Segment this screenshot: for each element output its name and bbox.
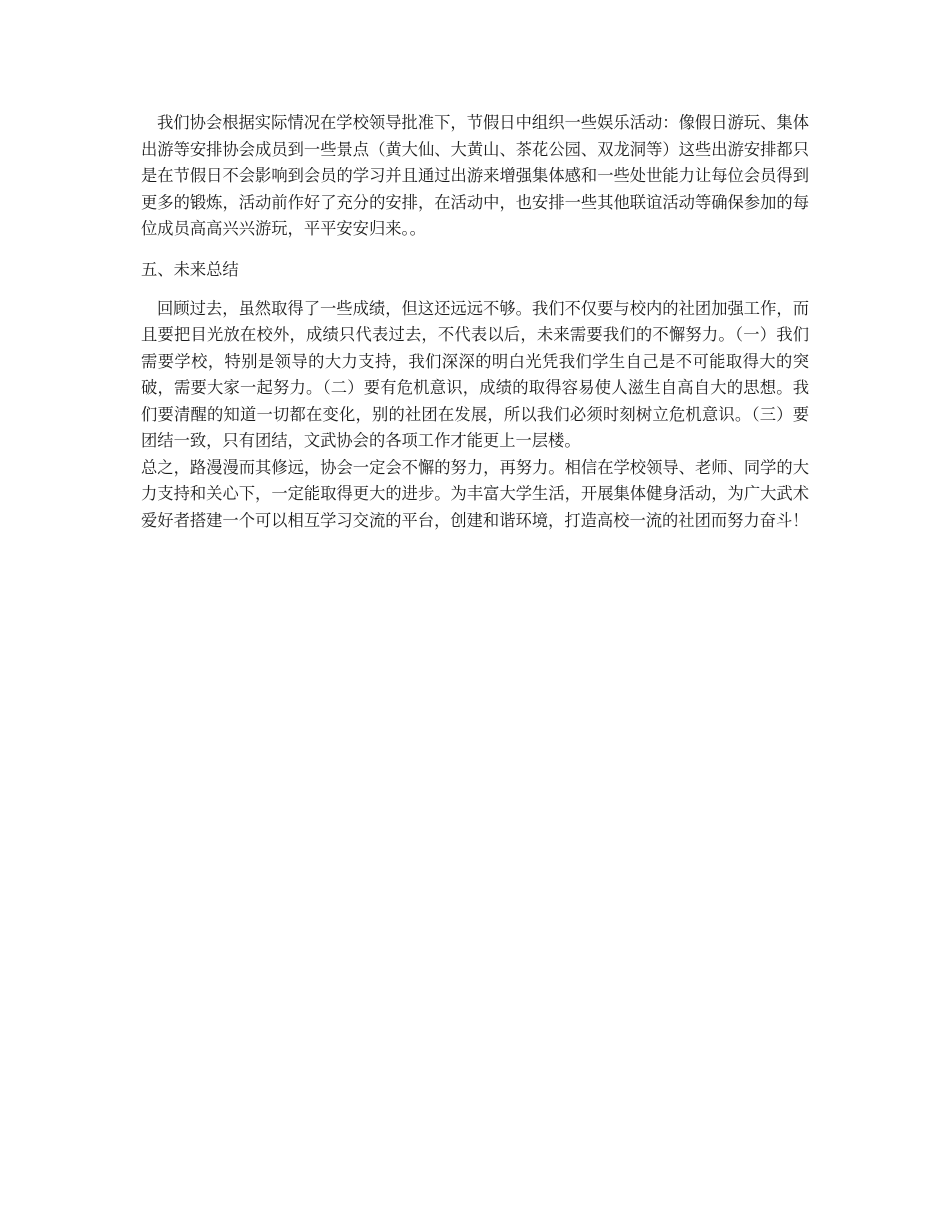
- document-body: [141, 110, 809, 534]
- paragraph-conclusion: 总之，路漫漫而其修远，协会一定会不懈的努力，再努力。相信在学校领导、老师、同学的大力支持和关心下，一定能取得更大的进步。为丰富大学生活，开展集体健身活动，为广大武术爱好者搭建一个可以相互学习交流的平台，创建和谐环境，打造高校一流的社团而努力奋斗！: [141, 457, 809, 530]
- paragraph-activities: 我们协会根据实际情况在学校领导批准下，节假日中组织一些娱乐活动：像假日游玩、集体出游等安排协会成员到一些景点（黄大仙、大黄山、茶花公园、双龙洞等）这些出游安排都只是在节假日不会影响到会员的学习并且通过出游来增强集体感和一些处世能力让每位会员得到更多的锻炼，活动前作好了充分的安排，在活动中，也安排一些其他联谊活动等确保参加的每位成员高高兴兴游玩，平平安安归来。。: [141, 113, 809, 238]
- section-heading-future-summary: 五、未来总结: [141, 259, 239, 279]
- paragraph-review: 回顾过去，虽然取得了一些成绩，但这还远远不够。我们不仅要与校内的社团加强工作，而且要把目光放在校外，成绩只代表过去，不代表以后，未来需要我们的不懈努力。（一）我们需要学校，特别是领导的大力支持，我们深深的明白光凭我们学生自己是不可能取得大的突破，需要大家一起努力。（二）要有危机意识，成绩的取得容易使人滋生自高自大的思想。我们要清醒的知道一切都在变化，别的社团在发展，所以我们必须时刻树立危机意识。（三）要团结一致，只有团结，文武协会的各项工作才能更上一层楼。: [141, 298, 809, 450]
